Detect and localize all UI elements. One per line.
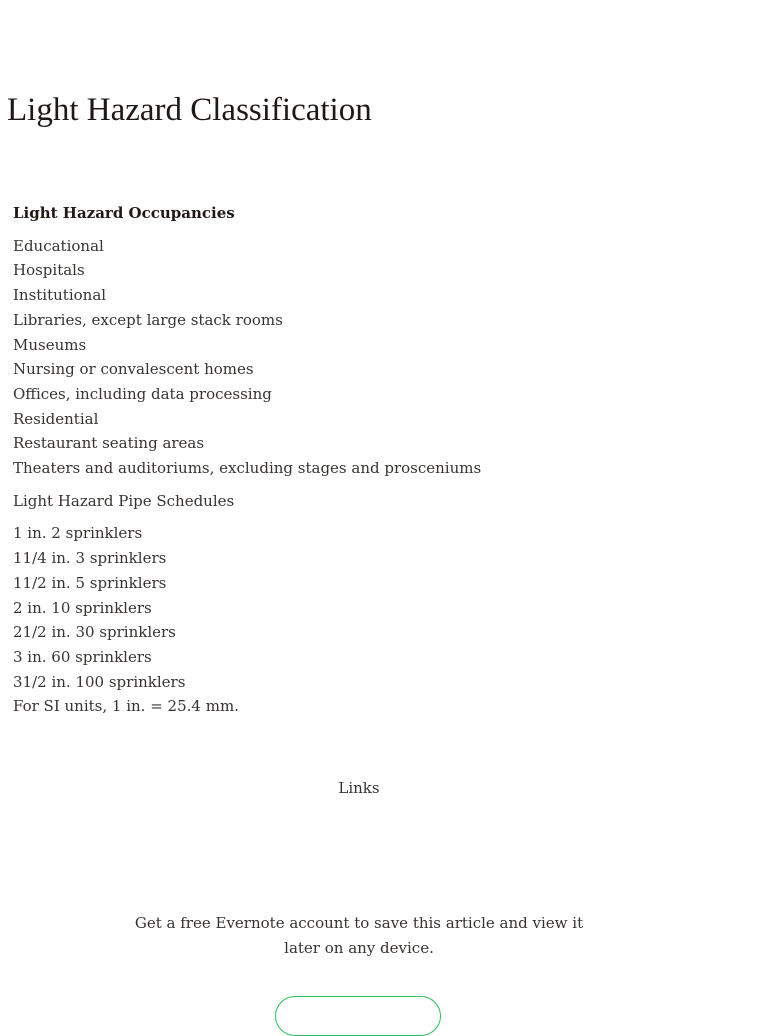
article-content	[13, 201, 613, 719]
list-item: 11/4 in. 3 sprinklers	[13, 549, 167, 568]
occupancies-heading: Light Hazard Occupancies	[13, 204, 235, 222]
list-item: Institutional	[13, 286, 107, 305]
list-item: Restaurant seating areas	[13, 434, 205, 453]
list-item: Libraries, except large stack rooms	[13, 310, 283, 329]
evernote-promo-text: Get a free Evernote account to save this article and view it later on any device.	[134, 914, 584, 957]
list-item: 11/2 in. 5 sprinklers	[13, 573, 167, 592]
list-item: 21/2 in. 30 sprinklers	[13, 623, 176, 642]
evernote-signup-button[interactable]	[275, 996, 441, 1036]
occupancies-list	[13, 234, 613, 481]
list-item: 1 in. 2 sprinklers	[13, 524, 143, 543]
list-item: 2 in. 10 sprinklers	[13, 598, 152, 617]
links-label: Links	[338, 779, 380, 797]
list-item: 3 in. 60 sprinklers	[13, 647, 152, 666]
list-item: Educational	[13, 236, 104, 255]
si-units-note: For SI units, 1 in. = 25.4 mm.	[13, 697, 239, 716]
list-item: 31/2 in. 100 sprinklers	[13, 672, 186, 691]
list-item: Museums	[13, 335, 87, 354]
list-item: Offices, including data processing	[13, 384, 272, 403]
list-item: Residential	[13, 409, 99, 428]
pipe-schedules-heading: Light Hazard Pipe Schedules	[13, 491, 235, 510]
list-item: Theaters and auditoriums, excluding stages and prosceniums	[13, 459, 482, 478]
list-item: Nursing or convalescent homes	[13, 360, 254, 379]
page-title: Light Hazard Classification	[7, 92, 372, 128]
pipe-schedules-list	[13, 521, 613, 719]
list-item: Hospitals	[13, 261, 85, 280]
